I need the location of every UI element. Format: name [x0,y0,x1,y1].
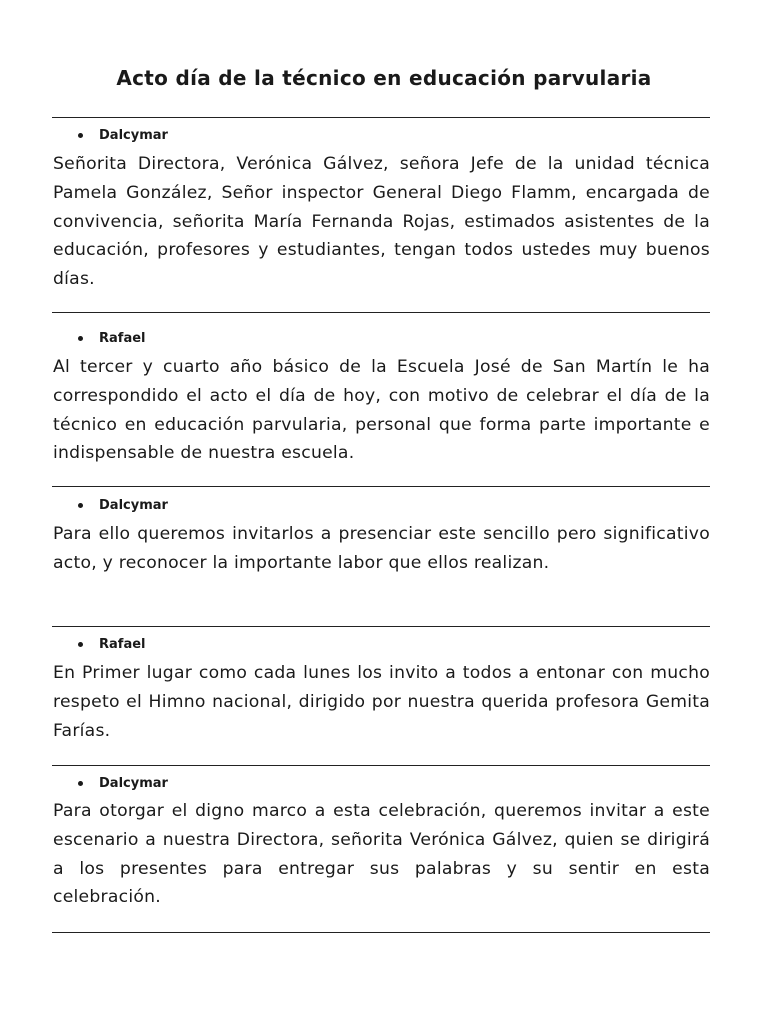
speech-paragraph: Al tercer y cuarto año básico de la Escuela José de San Martín le ha correspondido el acto el día de hoy, con motivo de celebrar el día de la técnico en educación parvularia, personal que forma parte importante e indispensable de nuestra escuela. [53,357,710,464]
divider-line [52,312,710,313]
bullet-icon [78,642,83,647]
bullet-icon [78,781,83,786]
divider-line [52,486,710,487]
speaker-name: Rafael [99,331,146,346]
speaker-label [78,331,145,346]
speech-paragraph: Señorita Directora, Verónica Gálvez, señora Jefe de la unidad técnica Pamela González, Señor inspector General Diego Flamm, encargada de convivencia, señorita María Fernanda Rojas, estimados asistentes de la educación, profesores y estudiantes, tengan todos ustedes muy buenos días. [53,154,710,290]
speaker-label [78,776,168,791]
speech-paragraph: Para ello queremos invitarlos a presenciar este sencillo pero significativo acto, y reconocer la importante labor que ellos realizan. [53,524,710,573]
bullet-icon [78,503,83,508]
bullet-icon [78,336,83,341]
speaker-label [78,498,168,513]
divider-line [52,626,710,627]
divider-line [52,765,710,766]
divider-line [52,932,710,933]
document-title: Acto día de la técnico en educación parvularia [116,66,652,90]
speaker-label [78,128,168,143]
bullet-icon [78,133,83,138]
speaker-name: Rafael [99,637,146,652]
speaker-name: Dalcymar [99,776,168,791]
speaker-name: Dalcymar [99,498,168,513]
speech-paragraph: Para otorgar el digno marco a esta celebración, queremos invitar a este escenario a nuestra Directora, señorita Verónica Gálvez, quien se dirigirá a los presentes para entregar sus palabras y su sentir en esta celebración. [53,801,710,908]
speech-paragraph: En Primer lugar como cada lunes los invito a todos a entonar con mucho respeto el Himno nacional, dirigido por nuestra querida profesora Gemita Farías. [53,663,710,741]
divider-line [52,117,710,118]
speaker-label [78,637,145,652]
speaker-name: Dalcymar [99,128,168,143]
